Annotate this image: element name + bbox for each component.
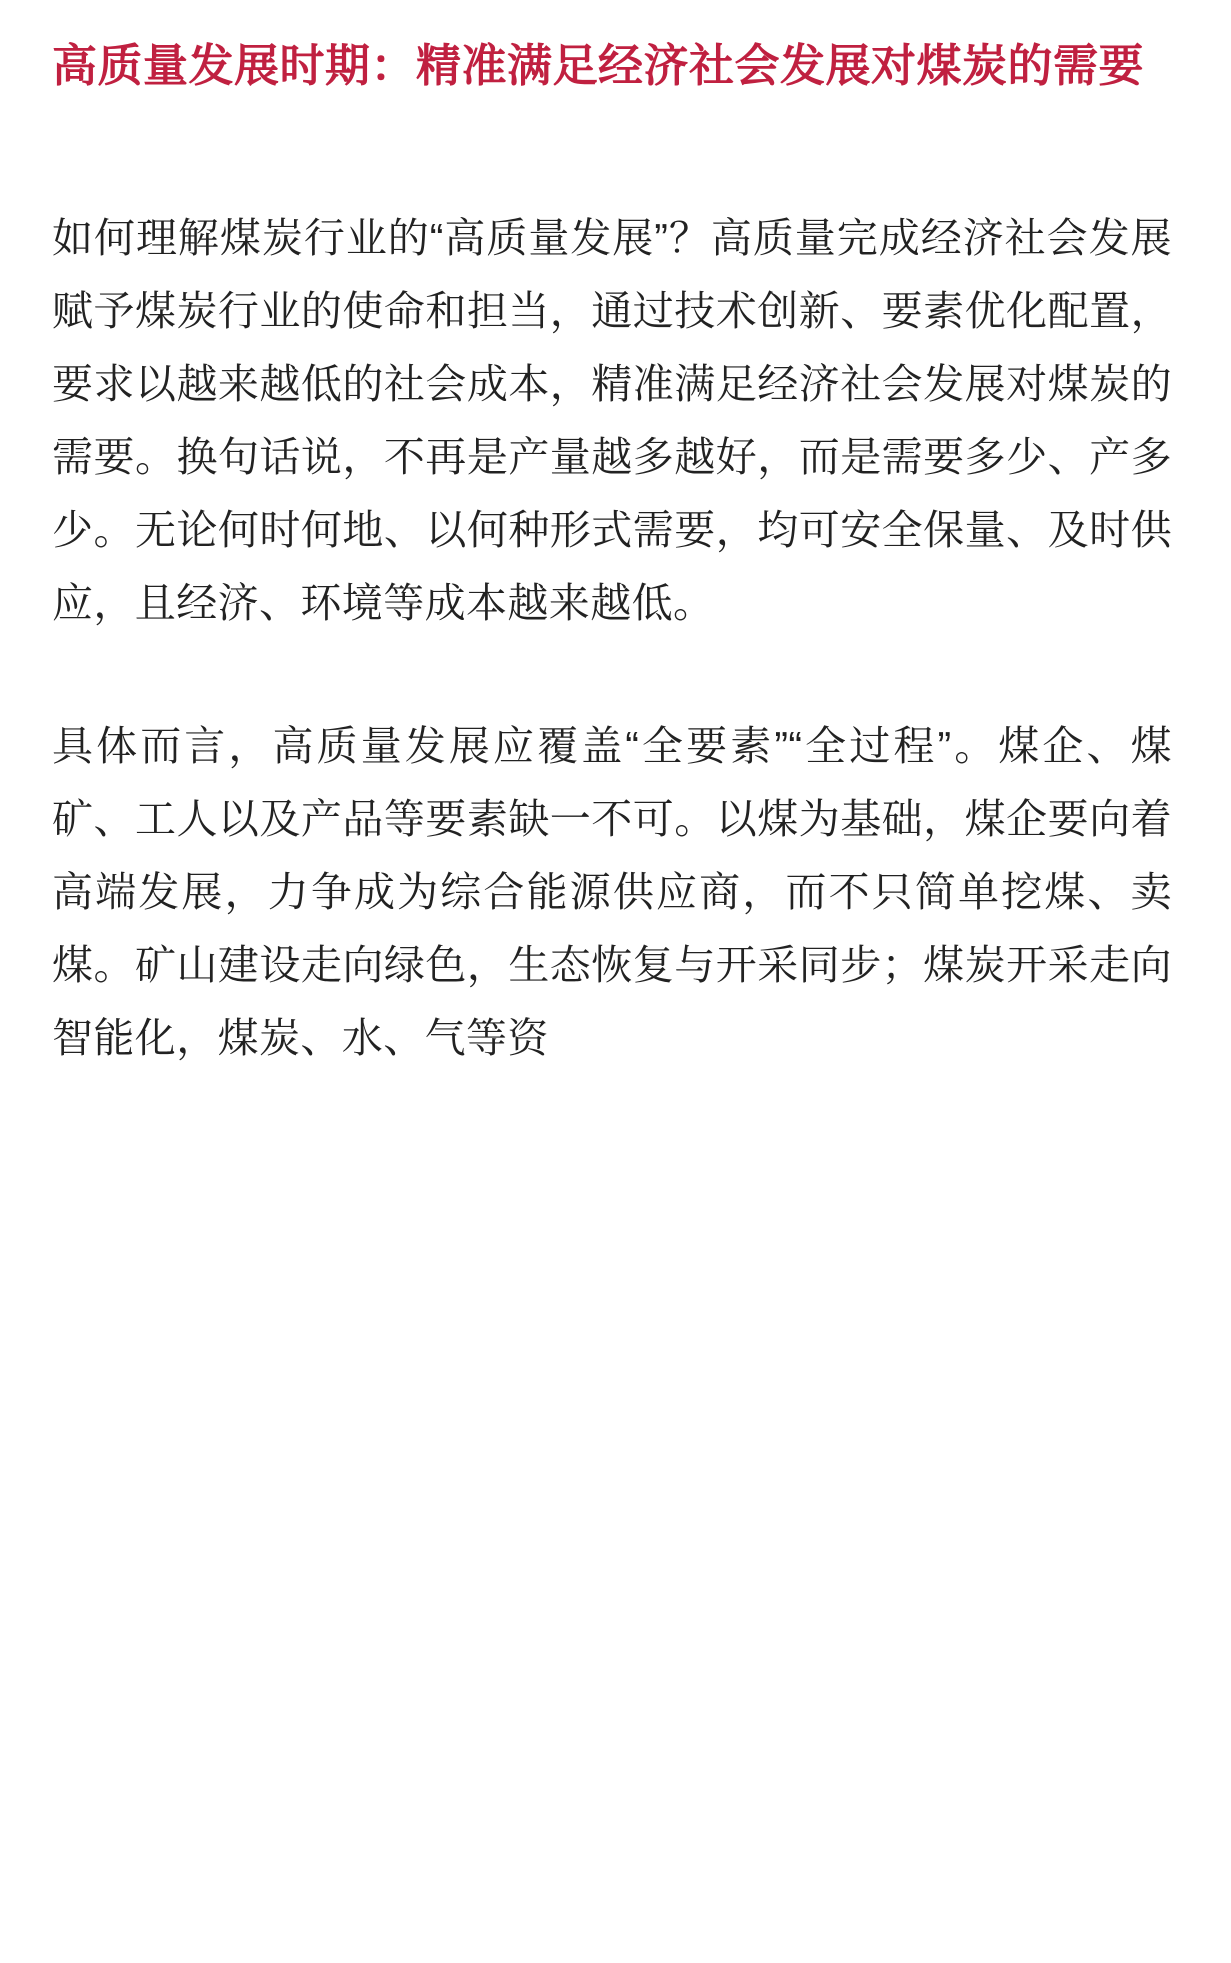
article-body <box>52 202 1179 1075</box>
paragraph: 具体而言，高质量发展应覆盖“全要素”“全过程”。煤企、煤矿、工人以及产品等要素缺一不可。以煤为基础，煤企要向着高端发展，力争成为综合能源供应商，而不只简单挖煤、卖煤。矿山建设走向绿色，生态恢复与开采同步；煤炭开采走向智能化，煤炭、水、气等资 <box>52 722 1172 1061</box>
paragraph: 如何理解煤炭行业的“高质量发展”？高质量完成经济社会发展赋予煤炭行业的使命和担当，通过技术创新、要素优化配置，要求以越来越低的社会成本，精准满足经济社会发展对煤炭的需要。换句话说，不再是产量越多越好，而是需要多少、产多少。无论何时何地、以何种形式需要，均可安全保量、及时供应，且经济、环境等成本越来越低。 <box>52 214 1172 626</box>
page-title: 高质量发展时期：精准满足经济社会发展对煤炭的需要 <box>52 40 1145 91</box>
